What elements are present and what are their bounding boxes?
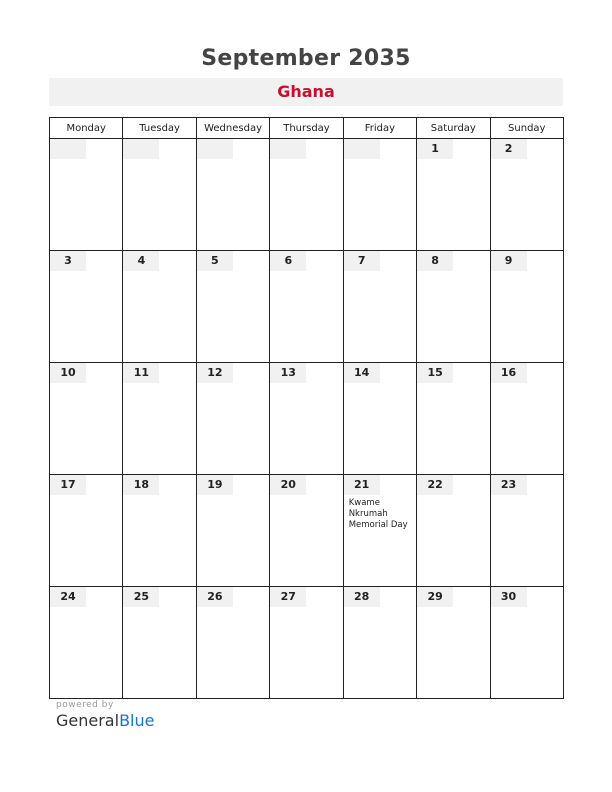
day-number: 8 (417, 251, 453, 271)
powered-by-text: powered by (56, 700, 114, 710)
day-number (197, 139, 233, 159)
day-cell (196, 139, 269, 251)
day-number: 1 (417, 139, 453, 159)
day-number: 21 (344, 475, 380, 495)
weekday-thursday: Thursday (270, 118, 343, 139)
day-number (123, 139, 159, 159)
day-cell (270, 587, 343, 699)
weekday-sunday: Sunday (490, 118, 563, 139)
day-number: 23 (491, 475, 527, 495)
week-row (50, 251, 564, 363)
day-number (270, 139, 306, 159)
day-number: 30 (491, 587, 527, 607)
day-number: 13 (270, 363, 306, 383)
footer (56, 700, 154, 730)
day-number: 11 (123, 363, 159, 383)
day-cell (123, 363, 196, 475)
week-row (50, 139, 564, 251)
day-cell (417, 475, 490, 587)
calendar-grid (49, 117, 564, 699)
day-cell (343, 587, 416, 699)
day-number: 12 (197, 363, 233, 383)
day-cell (490, 587, 563, 699)
day-cell (123, 251, 196, 363)
day-cell (417, 139, 490, 251)
week-row (50, 475, 564, 587)
day-number: 19 (197, 475, 233, 495)
day-cell (196, 475, 269, 587)
day-number: 24 (50, 587, 86, 607)
weekday-saturday: Saturday (417, 118, 490, 139)
country-name: Ghana (49, 78, 563, 106)
day-number: 5 (197, 251, 233, 271)
day-cell (417, 251, 490, 363)
day-cell (196, 363, 269, 475)
day-number: 22 (417, 475, 453, 495)
day-cell (123, 475, 196, 587)
day-cell (490, 475, 563, 587)
brand-general: General (56, 711, 120, 730)
day-cell (123, 587, 196, 699)
day-cell (417, 363, 490, 475)
holiday-label: Kwame Nkrumah Memorial Day (348, 498, 408, 530)
day-cell (490, 139, 563, 251)
day-number: 2 (491, 139, 527, 159)
day-cell (343, 139, 416, 251)
day-cell (50, 587, 123, 699)
day-cell (270, 139, 343, 251)
day-cell (343, 363, 416, 475)
day-number: 6 (270, 251, 306, 271)
brand-blue: Blue (119, 711, 155, 730)
day-cell (490, 363, 563, 475)
day-number: 3 (50, 251, 86, 271)
calendar-title: September 2035 (201, 46, 411, 71)
day-number: 16 (491, 363, 527, 383)
day-number: 25 (123, 587, 159, 607)
day-cell (196, 587, 269, 699)
day-cell (490, 251, 563, 363)
day-number: 29 (417, 587, 453, 607)
day-cell (50, 139, 123, 251)
day-cell (196, 251, 269, 363)
day-cell (50, 363, 123, 475)
weekday-friday: Friday (343, 118, 416, 139)
day-number (344, 139, 380, 159)
day-number: 28 (344, 587, 380, 607)
day-number: 4 (123, 251, 159, 271)
day-number: 20 (270, 475, 306, 495)
day-number: 26 (197, 587, 233, 607)
day-number: 9 (491, 251, 527, 271)
week-row (50, 363, 564, 475)
day-number: 14 (344, 363, 380, 383)
weekday-header-row (50, 118, 564, 139)
day-number (50, 139, 86, 159)
day-number: 27 (270, 587, 306, 607)
week-row (50, 587, 564, 699)
day-cell (270, 251, 343, 363)
day-number: 10 (50, 363, 86, 383)
day-number: 7 (344, 251, 380, 271)
day-cell (343, 251, 416, 363)
day-cell (270, 475, 343, 587)
day-number: 17 (50, 475, 86, 495)
day-number: 18 (123, 475, 159, 495)
weekday-wednesday: Wednesday (196, 118, 269, 139)
day-number: 15 (417, 363, 453, 383)
generalblue-logo[interactable] (56, 711, 154, 730)
day-cell (123, 139, 196, 251)
weekday-tuesday: Tuesday (123, 118, 196, 139)
day-cell (270, 363, 343, 475)
day-cell (417, 587, 490, 699)
weekday-monday: Monday (50, 118, 123, 139)
day-cell (50, 251, 123, 363)
day-cell (343, 475, 416, 587)
day-cell (50, 475, 123, 587)
